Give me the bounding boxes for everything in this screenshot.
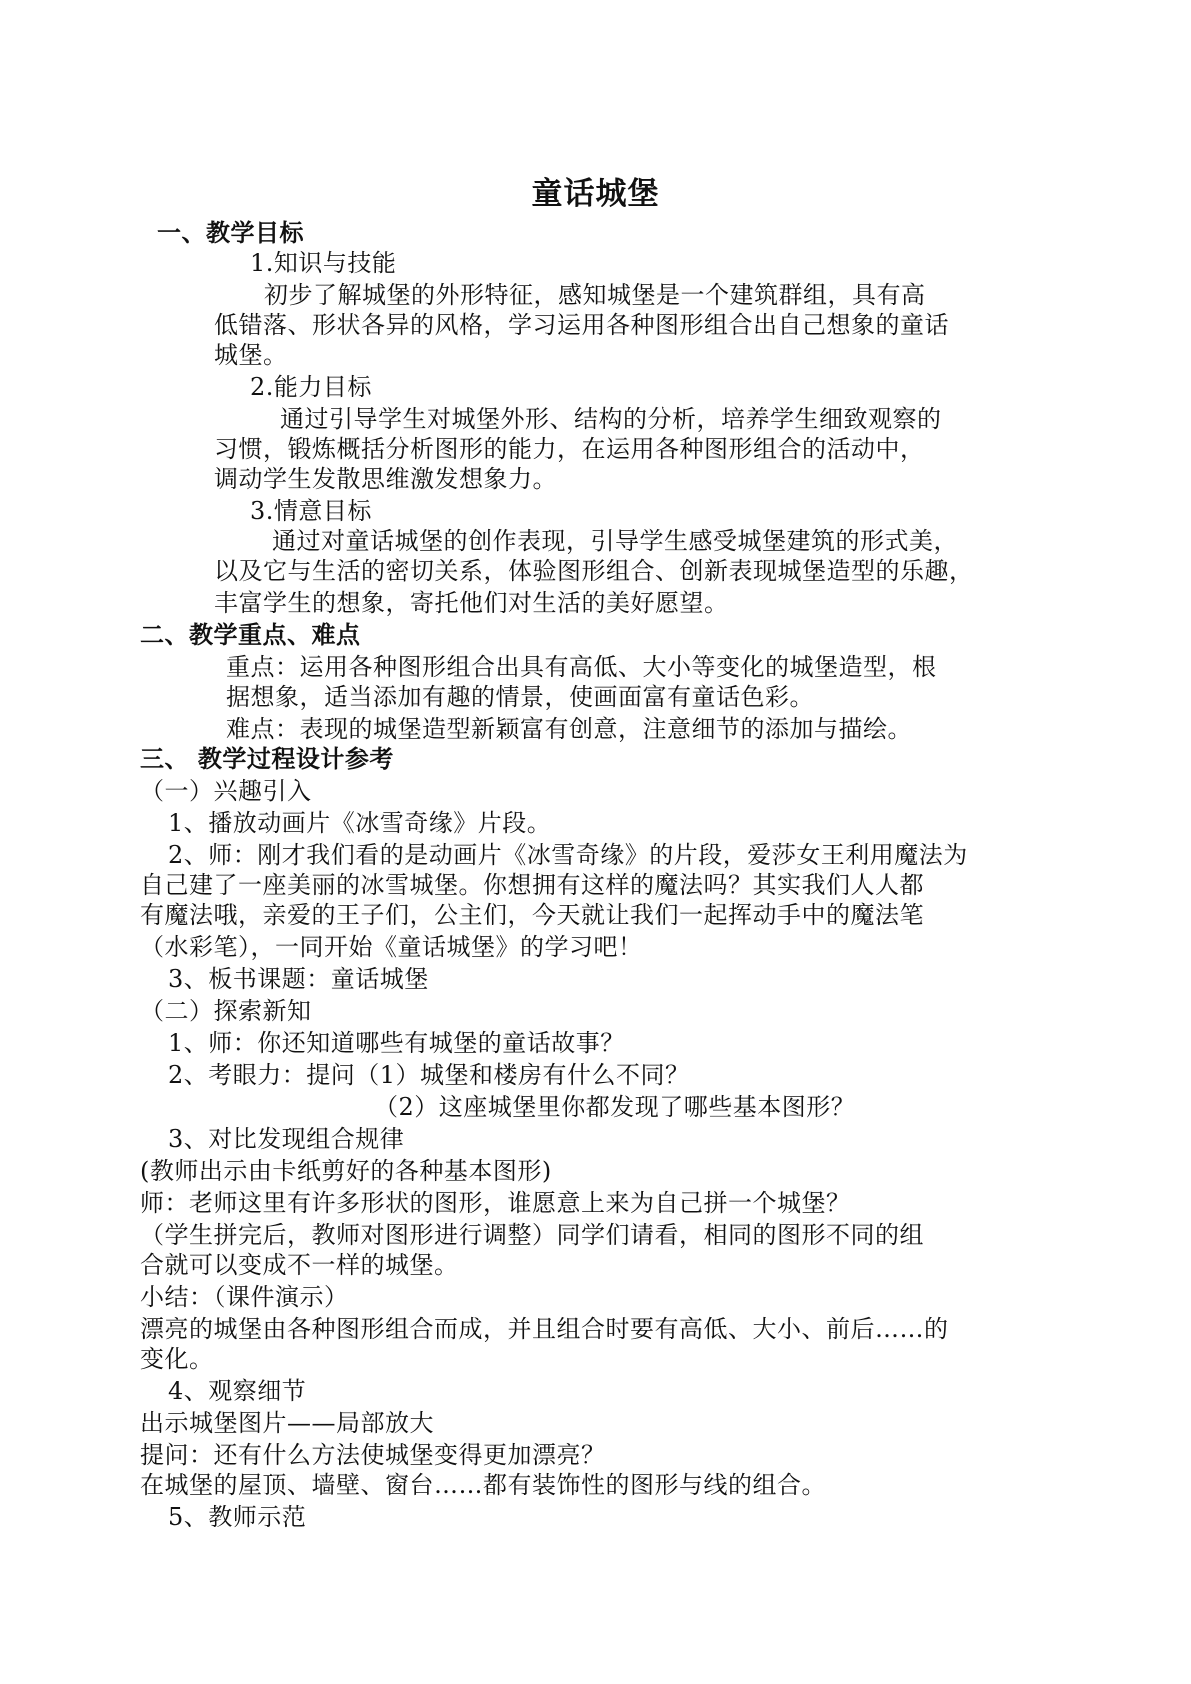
section-heading: 三、 教学过程设计参考 bbox=[140, 745, 394, 773]
paragraph-line: 通过引导学生对城堡外形、结构的分析，培养学生细致观察的 bbox=[280, 405, 942, 433]
paragraph-line: 变化。 bbox=[140, 1345, 214, 1373]
page-title: 童话城堡 bbox=[531, 176, 660, 212]
section-heading: 二、教学重点、难点 bbox=[140, 621, 361, 649]
paragraph-line: 有魔法哦，亲爱的王子们，公主们，今天就让我们一起挥动手中的魔法笔 bbox=[140, 901, 924, 929]
paragraph-line: 重点：运用各种图形组合出具有高低、大小等变化的城堡造型，根 bbox=[226, 653, 937, 681]
paragraph-line: 自己建了一座美丽的冰雪城堡。你想拥有这样的魔法吗？其实我们人人都 bbox=[140, 871, 924, 899]
paragraph-line: 2.能力目标 bbox=[250, 373, 372, 401]
paragraph-line: 4、观察细节 bbox=[168, 1377, 307, 1405]
paragraph-line: （2）这座城堡里你都发现了哪些基本图形？ bbox=[374, 1093, 856, 1121]
paragraph-line: 1、师：你还知道哪些有城堡的童话故事？ bbox=[168, 1029, 625, 1057]
paragraph-line: 漂亮的城堡由各种图形组合而成，并且组合时要有高低、大小、前后……的 bbox=[140, 1315, 949, 1343]
paragraph-line: 难点：表现的城堡造型新颖富有创意，注意细节的添加与描绘。 bbox=[226, 715, 912, 743]
section-heading: 一、教学目标 bbox=[157, 219, 304, 247]
paragraph-line: 师：老师这里有许多形状的图形，谁愿意上来为自己拼一个城堡？ bbox=[140, 1189, 851, 1217]
paragraph-line: （水彩笔），一同开始《童话城堡》的学习吧！ bbox=[140, 933, 643, 961]
paragraph-line: 初步了解城堡的外形特征，感知城堡是一个建筑群组，具有高 bbox=[264, 281, 926, 309]
paragraph-line: 2、师：刚才我们看的是动画片《冰雪奇缘》的片段，爱莎女王利用魔法为 bbox=[168, 841, 968, 869]
paragraph-line: (教师出示由卡纸剪好的各种基本图形) bbox=[140, 1157, 552, 1185]
paragraph-line: （二）探索新知 bbox=[140, 997, 312, 1025]
paragraph-line: 2、考眼力：提问（1）城堡和楼房有什么不同？ bbox=[168, 1061, 690, 1089]
paragraph-line: 以及它与生活的密切关系，体验图形组合、创新表现城堡造型的乐趣， bbox=[214, 557, 974, 585]
paragraph-line: 调动学生发散思维激发想象力。 bbox=[214, 465, 557, 493]
paragraph-line: 习惯，锻炼概括分析图形的能力，在运用各种图形组合的活动中， bbox=[214, 435, 925, 463]
paragraph-line: 合就可以变成不一样的城堡。 bbox=[140, 1251, 459, 1279]
paragraph-line: 3.情意目标 bbox=[250, 497, 372, 525]
paragraph-line: 低错落、形状各异的风格，学习运用各种图形组合出自己想象的童话 bbox=[214, 311, 949, 339]
paragraph-line: 丰富学生的想象，寄托他们对生活的美好愿望。 bbox=[214, 589, 729, 617]
paragraph-line: 通过对童话城堡的创作表现，引导学生感受城堡建筑的形式美， bbox=[272, 527, 958, 555]
paragraph-line: （一）兴趣引入 bbox=[140, 777, 312, 805]
paragraph-line: 据想象，适当添加有趣的情景，使画面富有童话色彩。 bbox=[226, 683, 814, 711]
paragraph-line: 5、教师示范 bbox=[168, 1503, 307, 1531]
paragraph-line: （学生拼完后，教师对图形进行调整）同学们请看，相同的图形不同的组 bbox=[140, 1221, 924, 1249]
paragraph-line: 在城堡的屋顶、墙壁、窗台……都有装饰性的图形与线的组合。 bbox=[140, 1471, 826, 1499]
paragraph-line: 1、播放动画片《冰雪奇缘》片段。 bbox=[168, 809, 552, 837]
paragraph-line: 城堡。 bbox=[214, 341, 288, 369]
paragraph-line: 提问：还有什么方法使城堡变得更加漂亮？ bbox=[140, 1441, 606, 1469]
paragraph-line: 小结：（课件演示） bbox=[140, 1283, 349, 1311]
paragraph-line: 3、板书课题：童话城堡 bbox=[168, 965, 429, 993]
paragraph-line: 出示城堡图片——局部放大 bbox=[140, 1409, 434, 1437]
paragraph-line: 1.知识与技能 bbox=[250, 249, 397, 277]
paragraph-line: 3、对比发现组合规律 bbox=[168, 1125, 405, 1153]
